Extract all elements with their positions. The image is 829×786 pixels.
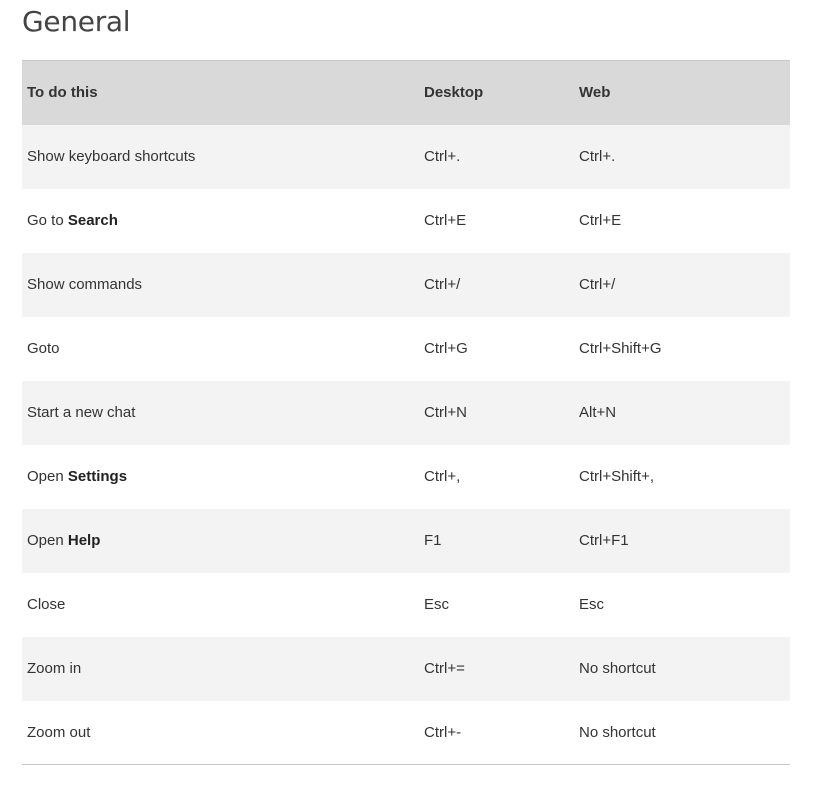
action-text: Show commands xyxy=(27,276,143,293)
desktop-shortcut-cell: Ctrl+/ xyxy=(424,276,461,293)
web-shortcut-cell: Ctrl+F1 xyxy=(579,532,629,549)
action-cell xyxy=(22,573,419,637)
web-shortcut-cell: Esc xyxy=(579,596,605,613)
web-shortcut-cell: Ctrl+E xyxy=(579,212,622,229)
action-cell xyxy=(22,189,419,253)
desktop-shortcut-cell: F1 xyxy=(424,532,442,549)
table-row xyxy=(22,573,790,637)
action-text: Go to xyxy=(27,212,68,229)
action-text: Show keyboard shortcuts xyxy=(27,148,196,165)
desktop-shortcut-cell: Ctrl+, xyxy=(424,468,461,485)
web-shortcut-cell: Ctrl+Shift+G xyxy=(579,340,662,357)
table-row xyxy=(22,189,790,253)
action-text: Close xyxy=(27,596,66,613)
action-bold-text: Help xyxy=(67,532,101,549)
shortcut-table xyxy=(22,60,790,765)
action-text: Open xyxy=(27,532,68,549)
action-cell xyxy=(22,381,419,445)
table-row xyxy=(22,509,790,573)
action-cell xyxy=(22,445,419,509)
desktop-shortcut-cell: Ctrl+. xyxy=(424,148,461,165)
action-cell xyxy=(22,253,419,317)
action-text: Zoom out xyxy=(27,723,91,741)
desktop-shortcut-cell: Ctrl+N xyxy=(424,404,467,421)
column-header-web: Web xyxy=(574,61,790,125)
web-shortcut-cell: No shortcut xyxy=(579,660,656,677)
table-header-row xyxy=(22,61,790,125)
action-text: Zoom in xyxy=(27,660,82,677)
action-cell xyxy=(22,125,419,189)
web-shortcut-cell: No shortcut xyxy=(579,723,656,741)
web-shortcut-cell: Alt+N xyxy=(579,404,617,421)
table-row xyxy=(22,317,790,381)
web-shortcut-cell: Ctrl+/ xyxy=(579,276,616,293)
desktop-shortcut-cell: Ctrl+- xyxy=(424,723,462,741)
action-cell xyxy=(22,317,419,381)
table-row xyxy=(22,637,790,701)
action-text: Open xyxy=(27,468,68,485)
desktop-shortcut-cell: Esc xyxy=(424,596,450,613)
action-bold-text: Settings xyxy=(67,468,128,485)
page-title: General xyxy=(22,5,131,38)
web-shortcut-cell: Ctrl+. xyxy=(579,148,616,165)
desktop-shortcut-cell: Ctrl+G xyxy=(424,340,468,357)
action-text: Start a new chat xyxy=(27,404,136,421)
desktop-shortcut-cell: Ctrl+= xyxy=(424,660,465,677)
action-cell xyxy=(22,509,419,573)
table-row xyxy=(22,701,790,765)
action-cell xyxy=(22,701,419,765)
action-cell xyxy=(22,637,419,701)
action-bold-text: Search xyxy=(67,212,118,229)
column-header-desktop: Desktop xyxy=(419,61,574,125)
column-header-action: To do this xyxy=(22,61,419,125)
action-text: Goto xyxy=(27,340,60,357)
table-row xyxy=(22,445,790,509)
table-row xyxy=(22,253,790,317)
table-row xyxy=(22,381,790,445)
desktop-shortcut-cell: Ctrl+E xyxy=(424,212,467,229)
web-shortcut-cell: Ctrl+Shift+, xyxy=(579,468,655,485)
table-row xyxy=(22,125,790,189)
